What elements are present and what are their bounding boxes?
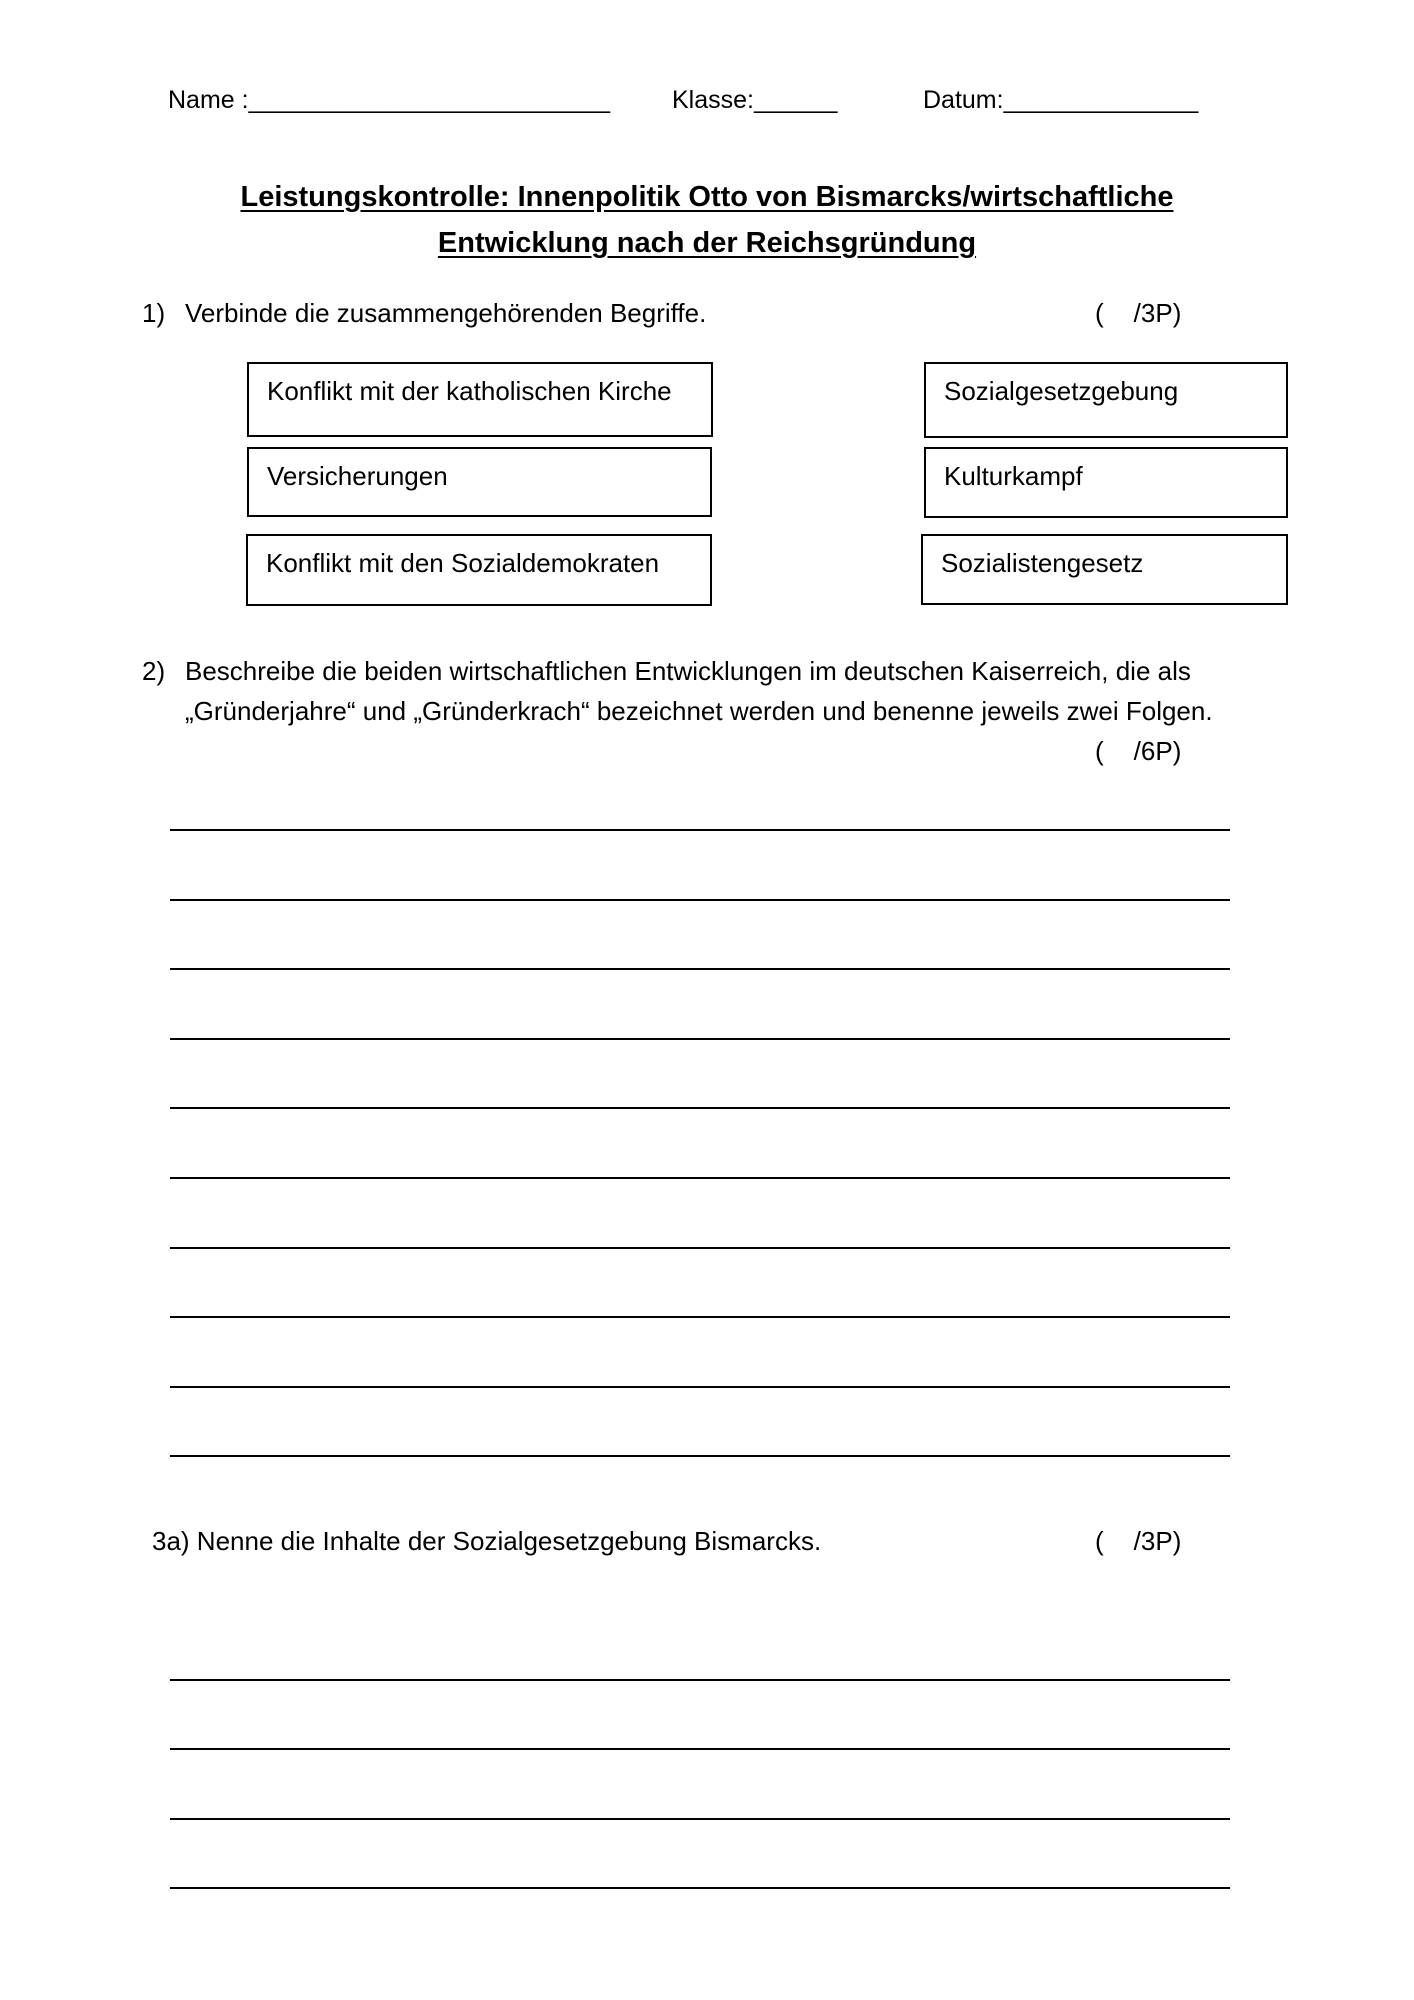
question-3a-text: 3a) Nenne die Inhalte der Sozialgesetzgebung Bismarcks. (152, 1526, 822, 1556)
question-1-number: 1) (142, 298, 166, 328)
answer-line-q2-3[interactable] (170, 968, 1230, 970)
question-2-points: ( /6P) (1095, 736, 1182, 766)
class-field[interactable]: Klasse:______ (672, 86, 838, 114)
page-title-line-2: Entwicklung nach der Reichsgründung (437, 227, 977, 259)
question-1-points: ( /3P) (1095, 298, 1182, 328)
answer-line-q2-1[interactable] (170, 829, 1230, 831)
question-2-text-line-2: „Gründerjahre“ und „Gründerkrach“ bezeichnet werden und benenne jeweils zwei Folgen. (185, 696, 1213, 726)
answer-line-q2-7[interactable] (170, 1247, 1230, 1249)
question-2-text-line-1: Beschreibe die beiden wirtschaftlichen Entwicklungen im deutschen Kaiserreich, die als (185, 656, 1191, 686)
answer-line-q3a-4[interactable] (170, 1887, 1230, 1889)
name-field[interactable]: Name :__________________________ (168, 86, 611, 114)
right-term-3[interactable]: Sozialistengesetz (921, 534, 1288, 605)
question-3a-points: ( /3P) (1095, 1526, 1182, 1556)
question-1-text: Verbinde die zusammengehörenden Begriffe. (185, 298, 707, 328)
page-title-line-1: Leistungskontrolle: Innenpolitik Otto von Bismarcks/wirtschaftliche (240, 181, 1174, 213)
left-term-2[interactable]: Versicherungen (247, 447, 712, 517)
left-term-1[interactable]: Konflikt mit der katholischen Kirche (247, 362, 713, 437)
answer-line-q2-6[interactable] (170, 1177, 1230, 1179)
answer-line-q2-4[interactable] (170, 1038, 1230, 1040)
answer-line-q2-2[interactable] (170, 899, 1230, 901)
answer-line-q2-5[interactable] (170, 1107, 1230, 1109)
question-2-number: 2) (142, 656, 166, 686)
answer-line-q2-9[interactable] (170, 1386, 1230, 1388)
left-term-3[interactable]: Konflikt mit den Sozialdemokraten (246, 534, 712, 606)
right-term-1[interactable]: Sozialgesetzgebung (924, 362, 1288, 438)
answer-line-q3a-3[interactable] (170, 1818, 1230, 1820)
right-term-2[interactable]: Kulturkampf (924, 447, 1288, 518)
answer-line-q3a-2[interactable] (170, 1748, 1230, 1750)
answer-line-q2-10[interactable] (170, 1455, 1230, 1457)
answer-line-q3a-1[interactable] (170, 1679, 1230, 1681)
answer-line-q2-8[interactable] (170, 1316, 1230, 1318)
date-field[interactable]: Datum:______________ (923, 86, 1199, 114)
